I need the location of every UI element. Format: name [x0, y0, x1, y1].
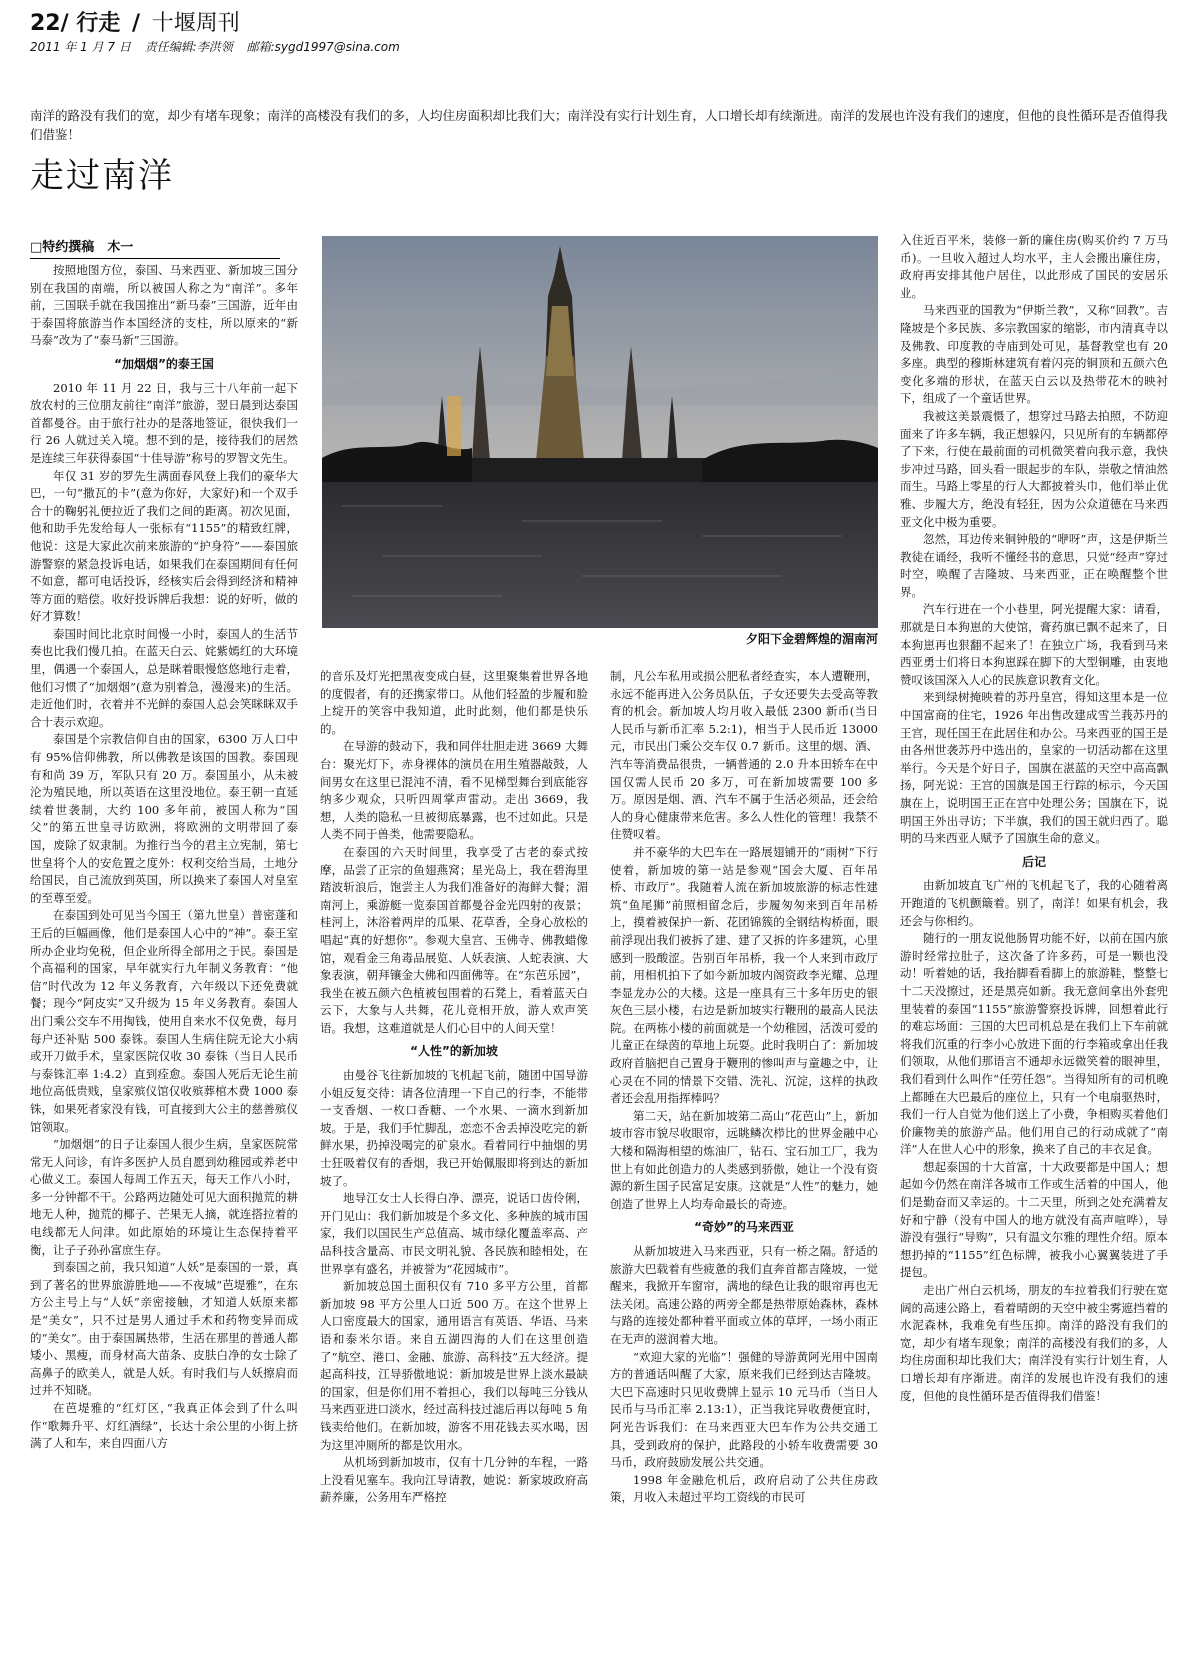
paragraph: 由新加坡直飞广州的飞机起飞了，我的心随着离开跑道的飞机颤簸着。别了，南洋！如果有机会，我还会与你相约。	[900, 878, 1168, 928]
section-name: 行走	[76, 11, 121, 36]
paragraph: 我被这美景震慑了，想穿过马路去拍照，不防迎面来了许多车辆，我正想躲闪，只见所有的车辆都停了下来，行使在最前面的司机微笑着向我示意，我快步冲过马路，回头看一眼起步的车队，崇敬之情油然而生。马路上零星的行人大都披着头巾，他们举止优雅、步履大方，绝没有轻狂，因为公众道德在马来西亚文化中极为重要。	[900, 408, 1168, 529]
paragraph: 在泰国到处可见当今国王（第九世皇）普密蓬和王后的巨幅画像，他们是泰国人心中的“神”。泰王室所办企业均免税，但企业所得全部用之于民。泰国是个高福利的国家，早年就实行九年制义务教育：“他信”时代改为 12 年义务教育，六年级以下还免费就餐；现今“阿皮实”又升级为 15 年义务教育。泰国人出门乘公交车不用掏钱，使用自来水不仅免费，每月每户还补贴 500 泰铢。泰国人生病住院无论大小病或开刀做手术，皇家医院仅收 30 泰铢（当日人民币与泰铢汇率 1:4.2）直到痊愈。泰国人死后无论生前地位高低贵贱，皇家殡仪馆仅收殡葬棺木费 1000 泰铢，如果死者家没有钱，可直接到大公主的慈善殡仪馆领取。	[30, 908, 298, 1134]
issue-date: 2011 年 1 月 7 日	[30, 40, 131, 54]
article-title: 走过南洋	[30, 156, 174, 196]
paragraph: 随行的一朋友说他肠胃功能不好，以前在国内旅游时经常拉肚子，这次备了许多药，可是一颗也没动！听着她的话，我抬脚看看脚上的旅游鞋，整整七十二天没擦过，还是黑亮如新。我无意间拿出外套兜里装着的泰国“1155”旅游警察投诉牌，回想着此行的难忘场面：三国的大巴司机总是在我们上下车前就将我们沉重的行李小心放进下面的行李箱或拿出任我们领取，从他们那语言不通却永远微笑着的眼神里，我们看到什么叫作“任劳任怨”。当得知所有的司机晚上都睡在大巴最后的座位上，只有一个电扇驱热时，我们一行人自觉为他们送上了小费，争相购买着他们价廉物美的旅游产品。他们用自己的行动成就了“南洋”人在世人心中的形象，换来了自己的丰衣足食。	[900, 931, 1168, 1157]
paragraph: 从机场到新加坡市，仅有十几分钟的车程，一路上没看见塞车。我向江导请教，她说：新家坡政府高薪养廉，公务用车严格控	[320, 1455, 588, 1505]
paragraph: 1998 年金融危机后，政府启动了公共住房政策，月收入未超过平均工资线的市民可	[610, 1472, 878, 1505]
paragraph: 的音乐及灯光把黑夜变成白昼，这里聚集着世界各地的度假者，有的还携家带口。从他们轻盈的步履和脸上绽开的笑容中我知道，此时此刻，他们都是快乐的。	[320, 669, 588, 736]
paragraph: 汽车行进在一个小巷里，阿光提醒大家：请看，那就是日本狗崽的大使馆，膏药旗已飘不起来了，日本狗崽再也狠翻不起来了！在独立广场，我看到马来西亚勇士们将日本狗崽踩在脚下的大型铜雕，由衷地赞叹该国深入人心的民族意识教育文化。	[900, 602, 1168, 687]
article-column-3	[610, 668, 878, 1672]
paragraph: 忽然，耳边传来铜钟般的“咿呀”声，这是伊斯兰教徒在诵经，我听不懂经书的意思，只觉“经声”穿过时空，唤醒了吉隆坡、马来西亚，正在唤醒整个世界。	[900, 532, 1168, 599]
page-number: 22/	[30, 11, 69, 36]
article-byline: □特约撰稿 木一	[30, 236, 280, 259]
paragraph: 由曼谷飞往新加坡的飞机起飞前，随团中国导游小姐反复交待：请各位清理一下自己的行李，不能带一支香烟、一枚口香糖、一个水果、一滴水到新加坡。于是，我们手忙脚乱，恋恋不舍丢掉没吃完的新鲜水果，扔掉没喝完的矿泉水。看着同行中抽烟的男士狂吸着仅有的香烟，我已开始佩服即将到达的新加坡了。	[320, 1068, 588, 1188]
paragraph: 入住近百平米，装修一新的廉住房(购买价约 7 万马币)。一旦收入超过人均水平，主人会搬出廉住房，政府再安排其他户居住，以此形成了国民的安居乐业。	[900, 233, 1168, 300]
paragraph: 地导江女士人长得白净、漂亮，说话口齿伶俐，开门见山：我们新加坡是个多文化、多种族的城市国家，我们以国民生产总值高、城市绿化覆盖率高、产品科技含量高、市民文明礼貌、各民族和睦相处，在世界享有盛名，并被誉为“花园城市”。	[320, 1191, 588, 1276]
article-deck: 南洋的路没有我们的宽，却少有堵车现象；南洋的高楼没有我们的多，人均住房面积却比我们大；南洋没有实行计划生育，人口增长却有续渐进。南洋的发展也许没有我们的速度，但他的良性循环是否值得我们借鉴！	[30, 108, 1168, 142]
editor-email: 邮箱:sygd1997@sina.com	[246, 40, 400, 54]
masthead	[30, 6, 240, 37]
paragraph: 到泰国之前，我只知道“人妖”是泰国的一景，真到了著名的世界旅游胜地——不夜城“芭堤雅”，在东方公主号上与“人妖”亲密接触，才知道人妖原来都是“美女”，只不过是男人通过手术和药物变异而成的“美女”。由于泰国属热带，生活在那里的普通人都矮小、黑瘦，而身材高大苗条、皮肤白净的女士除了高鼻子的欧美人，就是人妖。有时我们与人妖擦肩而过并不知晓。	[30, 1260, 298, 1398]
paragraph: 在泰国的六天时间里，我享受了古老的泰式按摩，品尝了正宗的鱼翅燕窝；星光岛上，我在碧海里踏波斩浪后，饱尝主人为我们准备好的海鲜大餐；湄南河上，乘游艇一览泰国首都曼谷金光四射的夜景；桂河上，沐浴着两岸的瓜果、花草香，全身心放松的唱起“真的好想你”。参观大皇宫、玉佛寺、佛教蜡像馆，观看金三角毒品展览、人妖表演、人蛇表演、大象表演，朝拜镶金大佛和四面佛等。在“东芭乐园”，我坐在被五颜六色植被包围着的石凳上，看着蓝天白云下，大象与人共舞，花儿竞相开放，游人欢声笑语。我想，这难道就是人们心目中的人间天堂！	[320, 844, 588, 1035]
photo-caption: 夕阳下金碧辉煌的湄南河	[745, 632, 878, 646]
paragraph: 泰国是个宗教信仰自由的国家，6300 万人口中有 95%信仰佛教，所以佛教是该国的国教。泰国现有和尚 39 万，军队只有 20 万。泰国虽小，从未被沦为殖民地，所以英语在这里没地位。泰王朝一直延续着世袭制，大约 100 多年前，被国人称为“国父”的第五世皇寻访欧洲，将欧洲的文明带回了泰国，废除了奴隶制。为推行当今的君主立宪制，第七世皇将个人的安危置之度外：权利交给当局，土地分给国民，自己流放到英国，所以换来了泰国人对皇室的至尊至爱。	[30, 732, 298, 905]
paragraph: 马来西亚的国教为“伊斯兰教”，又称“回教”。吉隆坡是个多民族、多宗教国家的缩影，市内清真寺以及佛教、印度教的寺庙到处可见，基督教堂也有 20 多座。典型的穆斯林建筑有着闪亮的铜顶和五颜六色变化多端的形状，在蓝天白云以及热带花木的映衬下，组成了一个童话世界。	[900, 303, 1168, 406]
paragraph: 从新加坡进入马来西亚，只有一桥之隔。舒适的旅游大巴载着有些疲惫的我们直奔首都吉隆坡，一觉醒来，我掀开车窗帘，满地的绿色让我的眼帘再也无法关闭。高速公路的两旁全都是热带原始森林，森林与路的连接处都种着平面或立体的草坪，一场小雨正在无声的滋润着大地。	[610, 1244, 878, 1346]
paragraph: 想起泰国的十大首富，十大政要都是中国人；想起如今仍然在南洋各城市工作或生活着的中国人，他们是勤奋而又幸运的。十二天里，所到之处充满着友好和宁静（没有中国人的地方就没有高声喧哗），导游没有强行“导购”，只有温文尔雅的理性介绍。原本想扔掉的“1155”红色标牌，被我小心翼翼装进了手提包。	[900, 1159, 1168, 1280]
section-heading: “加烟烟”的泰王国	[114, 356, 214, 371]
issue-info	[30, 38, 410, 55]
masthead-separator: /	[132, 11, 141, 36]
paragraph: 泰国时间比北京时间慢一小时，泰国人的生活节奏也比我们慢几拍。在蓝天白云、姹紫嫣红的大环境里，偶遇一个泰国人，总是眯着眼慢悠悠地行走着，他们习惯了“加烟烟”(意为别着急，漫漫来)的生活。走近他们时，衣着并不光鲜的泰国人总会笑眯眯双手合十表示欢迎。	[30, 626, 298, 729]
editor-credit: 责任编辑:李洪领	[144, 40, 233, 54]
paragraph: 年仅 31 岁的罗先生满面春风登上我们的豪华大巴，一句“撒瓦的卡”(意为你好，大家好)和一个双手合十的鞠躬礼便拉近了我们之间的距离。初次见面，他和助手先发给每人一张标有“1155”的精致红牌，他说：这是大家此次前来旅游的“护身符”——泰国旅游警察的紧急投诉电话，如果我们在泰国期间有任何不如意，都可电话投诉，经核实后会得到经济和精神等方面的赔偿。收好投诉牌后我想：说的好听，做的好才算数！	[30, 468, 298, 624]
section-heading: “人性”的新加坡	[410, 1044, 498, 1059]
paragraph: 新加坡总国土面积仅有 710 多平方公里，首都新加坡 98 平方公里人口近 500 万。在这个世界上人口密度最大的国家，通用语言有英语、华语、马来语和泰米尔语。来自五湖四海的人们在这里创造了“航空、港口、金融、旅游、高科技”五大经济。提起高科技，江导骄傲地说：新加坡是世界上淡水最缺的国家，但是你们用不着担心，我们以每吨三分钱从马来西亚进口淡水，经过高科技过滤后再以每吨 5 角钱卖给他们。在新加坡，游客不用花钱去买水喝，因为这里冲厕所的都是饮用水。	[320, 1279, 588, 1452]
section-heading: “奇妙”的马来西亚	[694, 1220, 794, 1235]
paragraph: 并不豪华的大巴车在一路展翅铺开的“雨树”下行使着，新加坡的第一站是参观“国会大厦、百年吊桥、市政厅”。我随着人流在新加坡旅游的标志性建筑“鱼尾狮”前照相留念后，步履匆匆来到百年吊桥上，摸着被保护一新、花团锦簇的全钢结构桥面，眼前浮现出我们被拆了建、建了又拆的许多建筑，心里感到一股酸涩。告别百年吊桥，我一个人来到市政厅前，用相机拍下了如今新加坡内阁资政李光耀、总理李显龙办公的大楼。这是一座具有三十多年历史的银灰色三层小楼，右边是新加坡实行鞭刑的最高人民法院。在两栋小楼的前面就是一个幼稚园，活泼可爱的儿童正在绿茵的草地上玩耍。此时我明白了：新加坡政府首脑把自己置身于鞭刑的惨叫声与童趣之中，让心灵在不同的情景下交错、洗礼、沉淀，这样的执政者还会乱用指挥棒吗？	[610, 844, 878, 1106]
paragraph: 走出广州白云机场，朋友的车拉着我们行驶在宽阔的高速公路上，看着晴朗的天空中被尘雾遮挡着的水泥森林，我难免有些压抑。南洋的路没有我们的宽，却少有堵车现象；南洋的高楼没有我们的多，人均住房面积却比我们大；南洋没有实行计划生育，人口增长却有序渐进。南洋的发展也许没有我们的速度，但他的良性循环是否值得我们借鉴！	[900, 1283, 1168, 1403]
article-column-4	[900, 232, 1168, 1672]
paragraph: 在芭堤雅的“红灯区，”我真正体会到了什么叫作“歌舞升平、灯红酒绿”，长达十余公里的小街上挤满了人和车，来自四面八方	[30, 1401, 298, 1451]
publication-name: 十堰周刊	[151, 11, 240, 36]
article-column-2	[320, 668, 588, 1672]
paragraph: 来到绿树掩映着的苏丹皇宫，得知这里本是一位中国富商的住宅，1926 年出售改建成雪兰莪苏丹的王宫，现任国王在此居住和办公。马来西亚的国王是由各州世袭苏丹中选出的，皇家的一切活动都在这里举行。今天是个好日子，国旗在湛蓝的天空中高高飘扬，阿光说：王宫的国旗是国王行踪的标示，今天国旗在上，说明国王正在宫中处理公务；国旗在下，说明国王外出寻访；下半旗，我们的国王就归西了。聪明的马来西亚人赋予了国旗生命的意义。	[900, 690, 1168, 846]
paragraph: “加烟烟”的日子让泰国人很少生病，皇家医院常常无人问诊，有许多医护人员自愿到幼稚园或养老中心做义工。泰国人每周工作五天，每天工作八小时，多一分钟都不干。公路两边随处可见大面积抛荒的耕地无人种，抛荒的椰子、芒果无人摘，就连搭拉着的电线都无人问津。如此原始的环境让生态保持着平衡，让子子孙孙富庶生存。	[30, 1137, 298, 1257]
article-photo	[322, 236, 878, 628]
paragraph: “欢迎大家的光临”！强健的导游黄阿光用中国南方的普通话叫醒了大家，原来我们已经到达吉隆坡。大巴下高速时只见收费牌上显示 10 元马币（当日人民币与马币汇率 2.13:1），正当我诧异收费便宜时，阿光告诉我们：在马来西亚大巴车作为公共交通工具，受到政府的保护，此路段的小轿车收费需要 30 马币，政府鼓励发展公共交通。	[610, 1349, 878, 1470]
paragraph: 按照地图方位，泰国、马来西亚、新加坡三国分别在我国的南端，所以被国人称之为“南洋”。多年前，三国联手就在我国推出“新马泰”三国游，近年由于泰国将旅游当作本国经济的支柱，所以原来的“新马泰”改为了“泰马新”三国游。	[30, 263, 298, 348]
paragraph: 制，凡公车私用或损公肥私者经查实，本人遭鞭刑，永远不能再进入公务员队伍，子女还要失去受高等教育的机会。新加坡人均月收入最低 2300 新币(当日人民币与新币汇率 5.2:1)，相当于人民币近 13000 元，市民出门乘公交车仅 0.7 新币。这里的烟、酒、汽车等消费品很贵，一辆普通的 2.0 升本田轿车在中国仅需人民币 20 多万，可在新加坡需要 100 多万。原因是烟、酒、汽车不属于生活必须品，还会给人的身心健康带来危害。多么人性化的管理！我禁不住赞叹着。	[610, 669, 878, 842]
article-column-1	[30, 262, 298, 1672]
temple-river-photo	[322, 236, 878, 628]
paragraph: 第二天，站在新加坡第二高山“花芭山”上，新加坡市容市貌尽收眼帘，远眺鳞次栉比的世界金融中心大楼和隔海相望的炼油厂，钻石、宝石加工厂，我为世上有如此创造力的人类感到骄傲，她让一个没有资源的新生国子民富足安康。这就是“人性”的魅力，她创造了世界上人均寿命最长的奇迹。	[610, 1108, 878, 1211]
paragraph: 在导游的鼓动下，我和同伴壮胆走进 3669 大舞台：聚光灯下，赤身裸体的演员在用生殖器敲鼓，人间男女在这里已混沌不清，看不见梯型舞台到底能容纳多少观众，只听四周掌声雷动。走出 3669，我想，人类的隐私一旦被彻底暴露，也不过如此。只是人类不同于兽类，他需要隐私。	[320, 739, 588, 842]
section-heading: 后记	[1021, 854, 1046, 869]
paragraph: 2010 年 11 月 22 日，我与三十八年前一起下放农村的三位朋友前往“南洋”旅游，翌日晨到达泰国首都曼谷。由于旅行社办的是落地签证，很快我们一行 26 人就过关入境。想不到的是，接待我们的居然是连续三年获得泰国“十佳导游”称号的罗智文先生。	[30, 380, 298, 465]
